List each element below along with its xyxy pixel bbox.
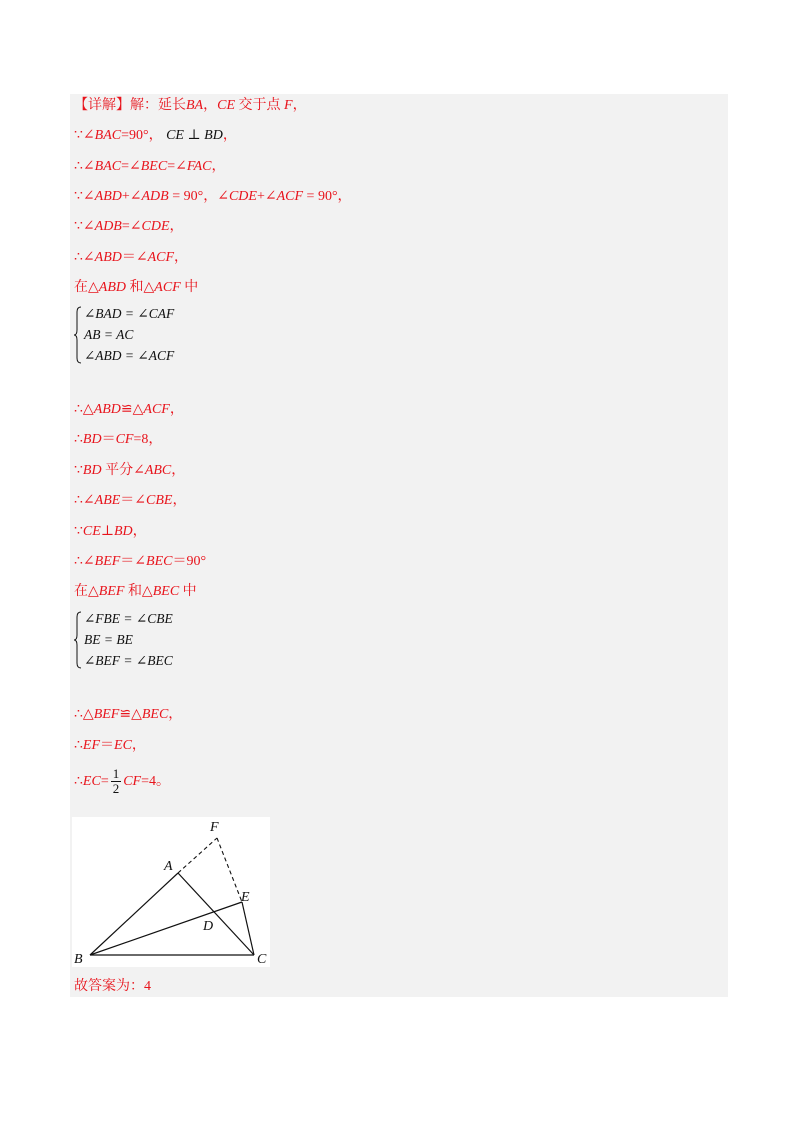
triangle-diagram [72,817,270,967]
segment-AF-dashed [178,838,217,873]
equation-system-2 [74,611,214,671]
solution-line-4: ∵∠ABD+∠ADB = 90°，∠CDE+∠ACF = 90°， [74,189,352,204]
solution-line-12: ∵CE⊥BD， [74,524,147,539]
brace-icon [74,611,82,669]
system-row: ∠BEF = ∠BEC [84,653,173,668]
equation-system-1 [74,306,214,366]
solution-line-6: ∴∠ABD＝∠ACF， [74,250,189,265]
solution-line-15: ∴△BEF≌△BEC， [74,707,183,722]
point-label-F: F [210,820,219,835]
system-row: ∠BAD = ∠CAF [84,306,175,321]
solution-line-9: ∴BD＝CF=8， [74,432,163,447]
solution-line-14: 在△BEF 和△BEC 中 [74,584,197,599]
brace-icon [74,306,82,364]
system-row: BE = BE [84,632,133,647]
solution-line-2: ∵∠BAC=90°， CE ⊥ BD， [74,128,237,143]
system-row: ∠FBE = ∠CBE [84,611,173,626]
point-label-E: E [241,890,250,905]
point-label-A: A [164,859,173,874]
solution-line-7: 在△ABD 和△ACF 中 [74,280,199,295]
point-label-B: B [74,952,83,967]
answer-line: 故答案为：4 [74,979,151,994]
system-row: ∠ABD = ∠ACF [84,348,175,363]
segment-EC [242,902,254,955]
solution-line-10: ∵BD 平分∠ABC， [74,463,186,478]
solution-line-11: ∴∠ABE＝∠CBE， [74,493,187,508]
solution-line-16: ∴EF＝EC， [74,738,146,753]
solution-line-8: ∴△ABD≌△ACF， [74,402,184,417]
point-label-C: C [257,952,267,967]
segment-FE-dashed [217,838,242,902]
solution-line-3: ∴∠BAC=∠BEC=∠FAC， [74,159,226,174]
segment-BA [90,873,178,955]
solution-line-1: 【详解】解：延长BA，CE 交于点 F， [74,98,307,113]
fraction-one-half: $\frac{1}{2}$ [112,766,120,797]
system-row: AB = AC [84,327,134,342]
segment-BE [90,902,242,955]
point-label-D: D [203,919,214,934]
solution-line-5: ∵∠ADB=∠CDE， [74,219,184,234]
segment-AC [178,873,254,955]
solution-line-13: ∴∠BEF＝∠BEC＝90° [74,554,207,569]
solution-line-17: ∴EC= $\frac{1}{2}$ CF=4。 [74,766,171,797]
geometry-figure [72,817,270,967]
